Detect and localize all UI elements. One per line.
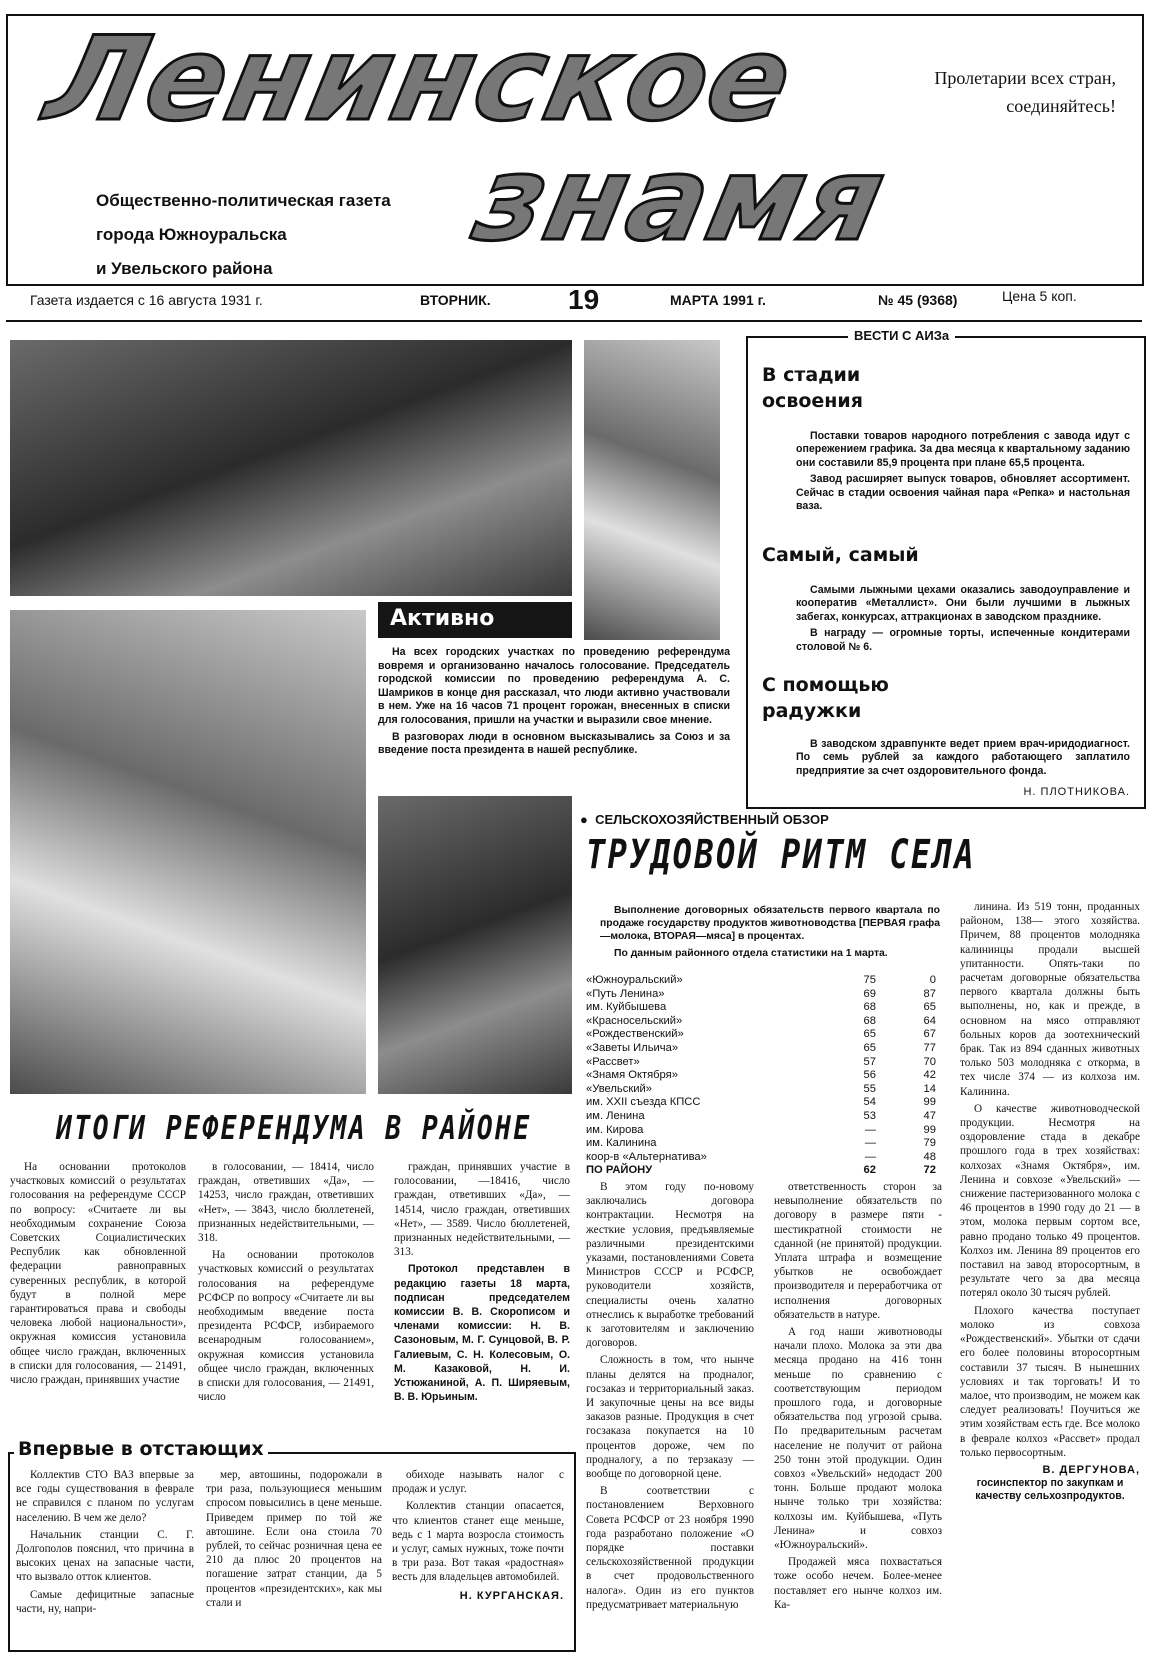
paragraph: Начальник станции С. Г. Долгополов пояснил, что причина в высоких ценах на запасные части, что вызвало отток клиентов.	[16, 1528, 194, 1584]
meat-percent-cell: 65	[923, 1001, 936, 1014]
vpervye-column-2	[206, 1468, 382, 1613]
itogi-column-1	[10, 1160, 186, 1390]
paragraph: Продажей мяса похвастаться тоже особо нечем. Более-менее поставляет его нынче колхоз им. Ка-	[774, 1556, 942, 1611]
milk-percent-cell: 54	[863, 1096, 876, 1109]
newspaper-title-line1: Ленинское	[35, 12, 805, 147]
milk-percent-cell: —	[864, 1150, 876, 1163]
table-row	[586, 1042, 936, 1056]
vpervye-column-3	[392, 1468, 564, 1603]
heading-line: С помощью	[762, 674, 889, 696]
vesti-heading-2: Самый, самый	[762, 544, 919, 566]
farm-name-cell: «Рождественский»	[586, 1028, 684, 1041]
vesti-heading-3	[762, 672, 889, 724]
meat-percent-cell: 99	[923, 1096, 936, 1109]
trud-heading: ТРУДОВОЙ РИТМ СЕЛА	[586, 832, 976, 878]
meat-percent-cell: 70	[923, 1055, 936, 1068]
farm-name-cell: «Увельский»	[586, 1082, 652, 1095]
newspaper-subtitle	[96, 184, 391, 286]
paragraph: Протокол представлен в редакцию газеты 18 марта, подписан председателем комиссии В. В. Скорописом и членами комиссии: Н. В. Сазоновым, М. Г. Сунцовой, В. Р. Галиевым, С. Н. Колесовым, О. М. Казаковой, Н. И. Устюжаниной, А. П. Ширяевым, В. В. Юрьиным.	[394, 1263, 570, 1404]
newspaper-title-line2: знамя	[463, 132, 898, 267]
trud-column-1	[586, 1180, 754, 1615]
milk-percent-cell: 55	[863, 1082, 876, 1095]
trud-column-2	[774, 1180, 942, 1615]
farm-name-cell: коop-в «Альтернатива»	[586, 1150, 707, 1163]
paragraph: В награду — огромные торты, испеченные кондитерами столовой № 6.	[796, 627, 1130, 653]
meat-percent-cell: 79	[923, 1137, 936, 1150]
paragraph: Самые дефицитные запасные части, ну, напри-	[16, 1588, 194, 1615]
meat-percent-cell: 99	[923, 1123, 936, 1136]
paragraph: граждан, принявших участие в голосовании, —18416, число граждан, ответивших «Да», — 14514, число граждан, ответивших «Нет», — 3589. Число бюллетеней, признанных недействительными, — 313.	[394, 1161, 570, 1259]
bullet-icon: ●	[580, 812, 596, 827]
paragraph: Самыми лыжными цехами оказались заводоуправление и кооператив «Металлист». Они были лучшими в лыжных забегах, конкурсах, аттракционах в заводском празднике.	[796, 584, 1130, 623]
paragraph: В разговорах люди в основном высказывались за Союз и за введение поста президента в нашей республике.	[378, 730, 730, 757]
farm-name-cell: им. Ленина	[586, 1109, 645, 1122]
meat-percent-cell: 48	[923, 1150, 936, 1163]
vesti-label: ВЕСТИ С АИЗа	[848, 328, 955, 343]
slogan-line1: Пролетарии всех стран,	[934, 68, 1116, 88]
paragraph: На основании протоколов участковых комиссий о результатах голосования на референдуме СССР по вопросу: «Считаете ли вы необходимым сохранение Союза Советских Социалистических Республик как обновленной федерации равноправных суверенных республик, в которой будут в полной мере гарантироваться права и свободы человека любой национальности», окружная комиссия установила общее число граждан, включенных в списки для голосования, — 21491, число граждан, принявших участие	[10, 1161, 186, 1387]
weekday: ВТОРНИК.	[420, 292, 491, 308]
paragraph: Коллектив станции опасается, что клиентов станет еще меньше, ведь с 1 марта возросла стоимость и услуг, самых нужных, тоже почти в три раза. Вот такая «радостная» весть для владельцев автомобилей.	[392, 1500, 564, 1584]
paragraph: О качестве животноводческой продукции. Несмотря на оздоровление стада в декабре прошлого года в трех хозяйствах: колхозах «Знамя Октября», им. Ленина и совхозе «Увельский» — снижение пастеризованного молока с 46 процентов в 1990 году до 21 — в этом, молока первым сортом все, равно продано только 49 процентов. Колхоз им. Ленина 89 процентов его поставил на завод второсортным, в результате чего за два месяца потерял около 30 тысяч рублей.	[960, 1102, 1140, 1300]
subtitle-line: и Увельского района	[96, 259, 273, 278]
trud-signature: В. ДЕРГУНОВА,	[1042, 1463, 1140, 1476]
meat-percent-cell: 77	[923, 1041, 936, 1054]
farm-name-cell: им. Кирова	[586, 1123, 644, 1136]
meat-percent-cell: 0	[929, 974, 936, 986]
table-row	[586, 1056, 936, 1070]
itogi-column-3	[394, 1160, 570, 1407]
milk-percent-cell: 62	[863, 1164, 876, 1177]
rubric-text: СЕЛЬСКОХОЗЯЙСТВЕННЫЙ ОБЗОР	[595, 812, 829, 827]
farm-name-cell: им. XXII съезда КПСС	[586, 1096, 701, 1109]
farm-name-cell: им. Калинина	[586, 1137, 657, 1150]
farm-name-cell: «Рассвет»	[586, 1055, 640, 1068]
table-row	[586, 1151, 936, 1165]
meat-percent-cell: 67	[923, 1028, 936, 1041]
photo-woman-voting	[10, 610, 366, 1094]
paragraph: В этом году по-новому заключались договора контрактации. Несмотря на жесткие условия, предъявляемые различными президентскими указами, постановлениями Совета Министров СССР и РСФСР, руководители хозяйств, специалисты очень халатно отнеслись к выработке требований к заготовителям и заключению договоров.	[586, 1181, 754, 1350]
dateline	[6, 286, 1142, 322]
trud-intro	[600, 904, 940, 963]
itogi-column-2	[198, 1160, 374, 1407]
paragraph: в голосовании, — 18414, число граждан, ответивших «Да», — 14253, число граждан, ответивших «Нет», — 3843, число бюллетеней, признанных недействительными, — 318.	[198, 1161, 374, 1245]
paragraph: В соответствии с постановлением Верховного Совета РСФСР от 23 ноября 1990 года разработано положение «О порядке поставки сельскохозяйственной продукции в счет продовольственного налога». Один из его пунктов предусматривает материальную	[586, 1485, 754, 1611]
aktivno-heading-bar	[378, 602, 572, 638]
table-row	[586, 1015, 936, 1029]
paragraph: На основании протоколов участковых комиссий о результатах голосования на референдуме РСФСР по вопросу «Считаете ли вы необходимым введение поста президента РСФСР, избираемого всенародным голосованием», окружная комиссия установила общее число граждан, включенных в списки для голосования, — 21491, число	[198, 1249, 374, 1404]
table-row	[586, 1083, 936, 1097]
milk-percent-cell: —	[864, 1123, 876, 1136]
trud-signature-position: госинспектор по закупкам и качеству сельхозпродуктов.	[975, 1477, 1125, 1503]
meat-percent-cell: 47	[923, 1109, 936, 1122]
farm-name-cell: «Знамя Октября»	[586, 1069, 678, 1082]
milk-percent-cell: 68	[863, 1014, 876, 1027]
milk-percent-cell: 68	[863, 1001, 876, 1014]
paragraph: Плохого качества поступает молоко из совхоза «Рождественский». Убытки от сдачи его более половины второсортным составили 37 тысяч. В нынешних условиях и так торговать! И то малое, что производим, не можем как следует реализовать! Поучиться же этим хозяйствам есть где. Все молоко в феврале колхоз «Рассвет» продал только первосортным.	[960, 1304, 1140, 1459]
table-row	[586, 1001, 936, 1015]
vesti-heading-1	[762, 362, 863, 414]
aktivno-heading: Активно	[390, 606, 495, 631]
issue-number: № 45 (9368)	[878, 292, 958, 308]
vesti-text-2	[796, 584, 1130, 657]
founded-note: Газета издается с 16 августа 1931 г.	[30, 292, 263, 308]
photo-woman-walking	[584, 340, 720, 640]
milk-percent-cell: 65	[863, 1028, 876, 1041]
paragraph: мер, автошины, подорожали в три раза, пользующиеся меньшим спросом повысились в цене меньше. Приведем пример по той же автошине. Если она стоила 70 рублей, то сейчас розничная цена ее 210 да плюс 20 процентов на погашение затрат станции, да 5 процентов «президентских», как мы стали и	[206, 1469, 382, 1609]
table-row	[586, 988, 936, 1002]
paragraph: Коллектив СТО ВАЗ впервые за все годы существования в феврале не справился с планом по услугам населению. В чем же дело?	[16, 1469, 194, 1524]
vpervye-column-1	[16, 1468, 194, 1619]
meat-percent-cell: 64	[923, 1014, 936, 1027]
paragraph: Сложность в том, что нынче планы делятся на продналог, госзаказ и территориальный заказ. И закупочные цены на все виды заказов разные. Продукция в счет госзаказа покупается на 10 процентов дороже, чем по продналогу, а по терзаказу — вообще по договорной цене.	[586, 1354, 754, 1481]
trud-rubric	[580, 812, 829, 827]
paragraph: Завод расширяет выпуск товаров, обновляет ассортимент. Сейчас в стадии освоения чайная пара «Репка» и настольная ваза.	[796, 473, 1130, 513]
meat-percent-cell: 42	[923, 1069, 936, 1082]
milk-percent-cell: 69	[863, 987, 876, 1000]
meat-percent-cell: 72	[923, 1164, 936, 1177]
paragraph: Поставки товаров народного потребления с завода идут с опережением графика. За два месяца к квартальному заданию они составили 85,9 процента при плане 65,5 процента.	[796, 430, 1130, 469]
heading-line: освоения	[762, 390, 863, 412]
heading-line: В стадии	[762, 364, 861, 386]
farm-name-cell: ПО РАЙОНУ	[586, 1164, 653, 1177]
slogan	[934, 64, 1116, 120]
vpervye-heading: Впервые в отстающих	[14, 1438, 268, 1460]
aktivno-article	[378, 646, 730, 761]
table-row	[586, 1164, 936, 1178]
milk-percent-cell: 53	[863, 1109, 876, 1122]
paragraph: обиходе называть налог с продаж и услуг.	[392, 1469, 564, 1496]
slogan-line2: соединяйтесь!	[1006, 96, 1116, 116]
photo-child-at-ballot-box	[378, 796, 572, 1094]
itogi-heading: ИТОГИ РЕФЕРЕНДУМА В РАЙОНЕ	[56, 1108, 532, 1147]
vesti-signature: Н. ПЛОТНИКОВА.	[1023, 786, 1130, 798]
paragraph: В заводском здравпункте ведет прием врач-иридодиагност. По семь рублей за каждого работающего заплатило предприятие за счет оздоровительного фонда.	[796, 738, 1130, 777]
trud-column-3	[960, 900, 1140, 1503]
milk-percent-cell: 75	[863, 974, 876, 986]
day-number: 19	[568, 284, 600, 315]
price: Цена 5 коп.	[1002, 288, 1077, 304]
paragraph: Выполнение договорных обязательств первого квартала по продаже государству продуктов животноводства [ПЕРВАЯ графа—молока, ВТОРАЯ—мяса] в процентах.	[600, 905, 940, 943]
subtitle-line: Общественно-политическая газета	[96, 191, 391, 210]
farm-name-cell: «Заветы Ильича»	[586, 1041, 679, 1054]
paragraph: линина. Из 519 тонн, проданных районом, 138— этого хозяйства. Причем, 88 процентов молодняка калининцы продали высшей упитанности. Опять-таки по расчетам договорные обязательства первого квартала должны быть выполнены, но, как и прежде, в основном на мясо отправляют больных коров да зоотехнический брак. Так из 894 сданных животных только 503 молодняка с откорма, в тех числе 374 — из колхоза им. Калинина.	[960, 901, 1140, 1098]
paragraph: По данным районного отдела статистики на 1 марта.	[614, 947, 888, 959]
milk-percent-cell: 57	[863, 1055, 876, 1068]
table-row	[586, 1124, 936, 1138]
milk-percent-cell: —	[864, 1137, 876, 1150]
table-row	[586, 1110, 936, 1124]
table-row	[586, 1069, 936, 1083]
farm-name-cell: «Южноуральский»	[586, 974, 683, 986]
masthead	[6, 14, 1144, 286]
photo-polling-station	[10, 340, 572, 596]
farm-name-cell: «Путь Ленина»	[586, 987, 665, 1000]
milk-percent-cell: 56	[863, 1069, 876, 1082]
meat-percent-cell: 87	[923, 987, 936, 1000]
vesti-text-3	[796, 738, 1130, 781]
vesti-text-1	[796, 430, 1130, 516]
delivery-table	[586, 974, 936, 1178]
vesti-box	[746, 328, 1146, 809]
farm-name-cell: «Красносельский»	[586, 1014, 683, 1027]
meat-percent-cell: 14	[923, 1082, 936, 1095]
paragraph: На всех городских участках по проведению референдума вовремя и организованно началось голосование. Председатель городской комиссии по проведению референдума А. С. Шамриков в конце дня рассказал, что люди активно участвовали в нем. Уже на 16 часов 71 процент горожан, внесенных в списки для голосования, пришли на участки и выразили свое мнение.	[378, 646, 730, 726]
paragraph: ответственность сторон за невыполнение обязательств по договору в размере пяти - шестикратной стоимости не сданной (не принятой) продукции. Уплата штрафа и возмещение убытков не освобождает производителя и переработчика от исполнения договорных обязательств в натуре.	[774, 1181, 942, 1321]
vpervye-signature: Н. КУРГАНСКАЯ.	[459, 1589, 564, 1602]
month-year: МАРТА 1991 г.	[670, 292, 766, 308]
heading-line: радужки	[762, 700, 862, 722]
table-row	[586, 974, 936, 988]
table-row	[586, 1028, 936, 1042]
paragraph: А год наши животноводы начали плохо. Молока за эти два месяца продано на 416 тонн меньше по сравнению с соответствующим периодом прошлого года, и договорные обязательства под угрозой срыва. По предварительным расчетам население не получит от района 250 тонн этой продукции. Один совхоз «Увельский» недодаст 200 тонн. Больше продают молока нынче только три хозяйства: колхозы им. Куйбышева, «Путь Ленина» и совхоз «Южноуральский».	[774, 1326, 942, 1552]
subtitle-line: города Южноуральска	[96, 225, 287, 244]
milk-percent-cell: 65	[863, 1041, 876, 1054]
farm-name-cell: им. Куйбышева	[586, 1001, 667, 1014]
table-row	[586, 1096, 936, 1110]
table-row	[586, 1137, 936, 1151]
